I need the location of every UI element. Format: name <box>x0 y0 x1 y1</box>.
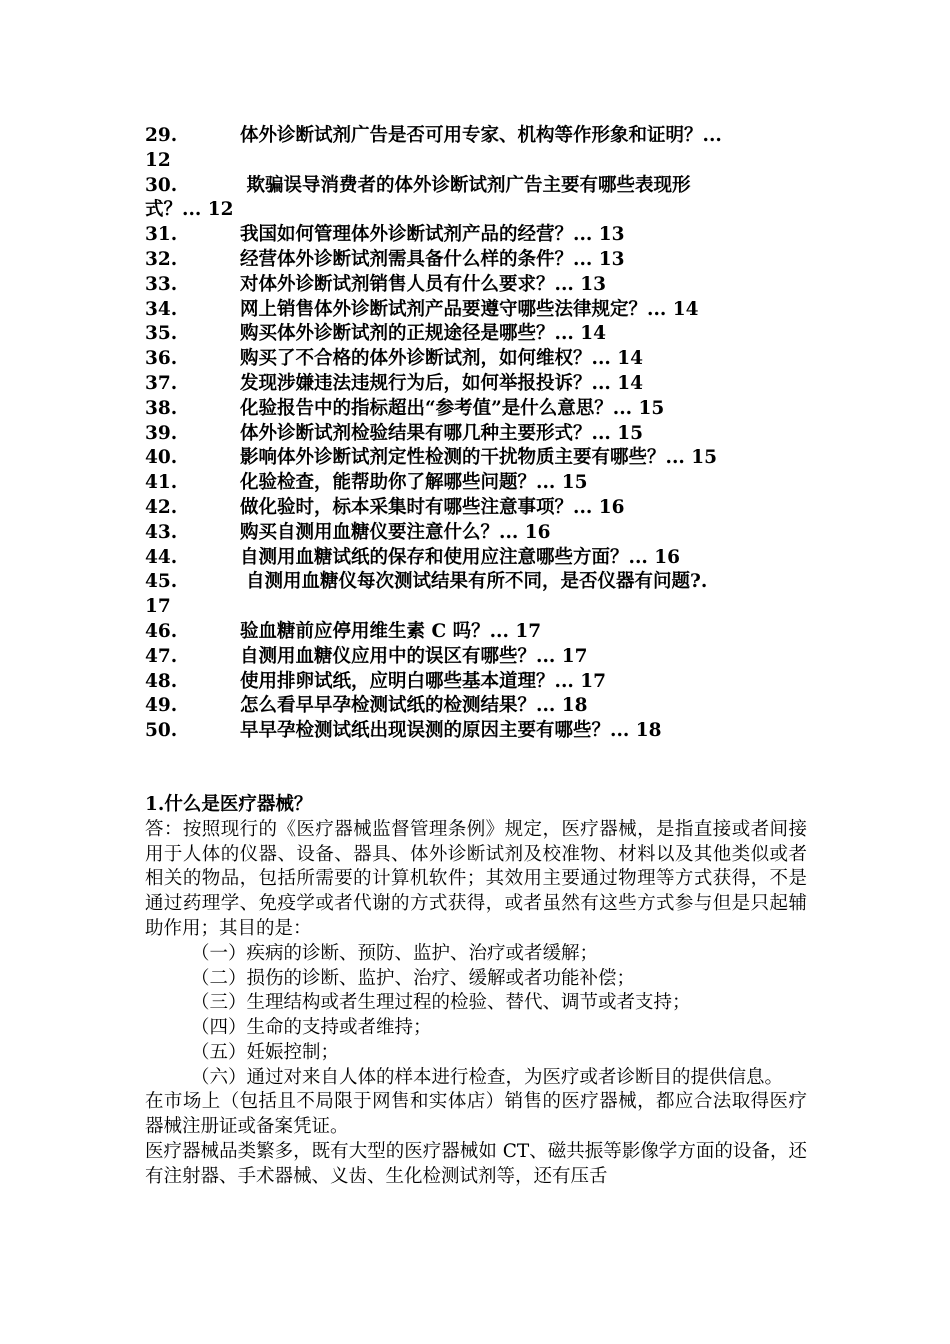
toc-entry: 47. 自测用血糖仪应用中的误区有哪些？... 17 <box>145 645 588 667</box>
toc-entry: 49. 怎么看早早孕检测试纸的检测结果？... 18 <box>145 695 588 717</box>
toc-entry: 45. 自测用血糖仪每次测试结果有所不同，是否仪器有问题?. <box>145 571 708 593</box>
toc-entry: 46. 验血糖前应停用维生素 C 吗？... 17 <box>145 620 542 642</box>
list-item: （五）妊娠控制； <box>191 1041 340 1063</box>
answer-paragraph: 答：按照现行的《医疗器械监督管理条例》规定，医疗器械，是指直接或者间接用于人体的仪器、设备、器具、体外诊断试剂及校准物、材料以及其他类似或者相关的物品，包括所需要的计算机软件；其效用主要通过物理等方式获得，不是通过药理学、免疫学或者代谢的方式获得，或者虽然有这些方式参与但是只起辅助作用；其目的是： <box>145 818 807 939</box>
toc-entry: 35. 购买体外诊断试剂的正规途径是哪些？... 14 <box>145 323 607 345</box>
toc-entry: 40. 影响体外诊断试剂定性检测的干扰物质主要有哪些？... 15 <box>145 447 718 469</box>
toc-entry: 39. 体外诊断试剂检验结果有哪几种主要形式？... 15 <box>145 422 644 444</box>
toc-entry: 43. 购买自测用血糖仪要注意什么？... 16 <box>145 521 551 543</box>
toc-entry: 36. 购买了不合格的体外诊断试剂，如何维权？... 14 <box>145 348 644 370</box>
toc-entry: 37. 发现涉嫌违法违规行为后，如何举报投诉？... 14 <box>145 372 644 394</box>
list-item: （一）疾病的诊断、预防、监护、治疗或者缓解； <box>191 942 599 964</box>
toc-entry: 48. 使用排卵试纸，应明白哪些基本道理？... 17 <box>145 670 607 692</box>
toc-entry: 41. 化验检查，能帮助你了解哪些问题？... 15 <box>145 472 588 494</box>
toc-entry: 44. 自测用血糖试纸的保存和使用应注意哪些方面？... 16 <box>145 546 681 568</box>
toc-entry-page: 12 <box>145 149 171 171</box>
section-heading: 1.什么是医疗器械？ <box>145 793 313 815</box>
paragraph: 在市场上（包括且不局限于网售和实体店）销售的医疗器械，都应合法取得医疗器械注册证或备案凭证。 <box>145 1091 807 1138</box>
toc-entry-cont: 式？... 12 <box>145 199 234 221</box>
toc-entry: 34. 网上销售体外诊断试剂产品要遵守哪些法律规定？... 14 <box>145 298 699 320</box>
toc-entry: 38. 化验报告中的指标超出“参考值”是什么意思？... 15 <box>145 397 665 419</box>
list-item: （三）生理结构或者生理过程的检验、替代、调节或者支持； <box>191 992 691 1014</box>
toc-entry-page: 17 <box>145 596 171 618</box>
list-item: （二）损伤的诊断、监护、治疗、缓解或者功能补偿； <box>191 967 636 989</box>
document-page <box>145 124 807 1190</box>
toc-entry: 42. 做化验时，标本采集时有哪些注意事项？... 16 <box>145 496 625 518</box>
toc-entry: 33. 对体外诊断试剂销售人员有什么要求？... 13 <box>145 273 607 295</box>
paragraph: 医疗器械品类繁多，既有大型的医疗器械如 CT、磁共振等影像学方面的设备，还有注射器、手术器械、义齿、生化检测试剂等，还有压舌 <box>145 1141 807 1187</box>
toc-entry: 31. 我国如何管理体外诊断试剂产品的经营？... 13 <box>145 224 625 246</box>
toc-entry: 30. 欺骗误导消费者的体外诊断试剂广告主要有哪些表现形 <box>145 174 691 196</box>
section-1 <box>145 793 807 1190</box>
list-item: （六）通过对来自人体的样本进行检查，为医疗或者诊断目的提供信息。 <box>191 1066 784 1088</box>
toc-entry: 50. 早早孕检测试纸出现误测的原因主要有哪些？... 18 <box>145 720 662 742</box>
list-item: （四）生命的支持或者维持； <box>191 1017 432 1039</box>
toc-entry: 29. 体外诊断试剂广告是否可用专家、机构等作形象和证明？... <box>145 125 722 146</box>
toc-entry: 32. 经营体外诊断试剂需具备什么样的条件？... 13 <box>145 248 625 270</box>
table-of-contents <box>145 124 807 744</box>
